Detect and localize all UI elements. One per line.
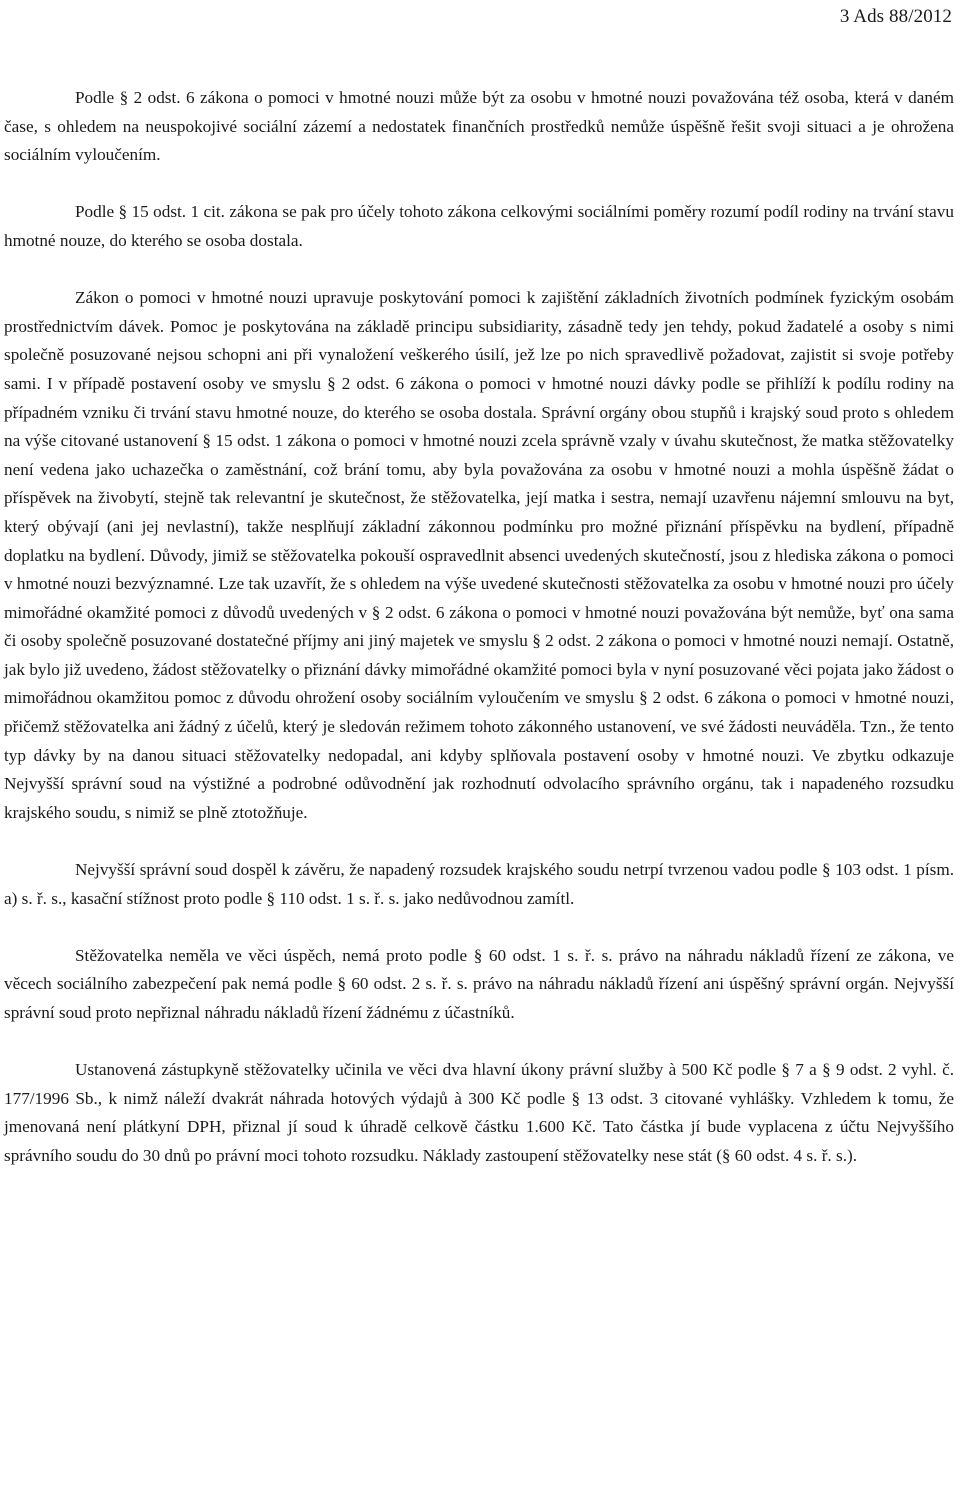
paragraph-1: Podle § 2 odst. 6 zákona o pomoci v hmotné nouzi může být za osobu v hmotné nouzi považována též osoba, která v daném čase, s ohledem na neuspokojivé sociální zázemí a nedostatek finančních prostředků nemůže úspěšně řešit svoji situaci a je ohrožena sociálním vyloučením. [4, 88, 954, 165]
case-number: 3 Ads 88/2012 [839, 6, 952, 27]
paragraph-3: Zákon o pomoci v hmotné nouzi upravuje poskytování pomoci k zajištění základních životních podmínek fyzickým osobám prostřednictvím dávek. Pomoc je poskytována na základě principu subsidiarity, zásadně tedy jen tehdy, pokud žadatelé a osoby s nimi společně posuzované nejsou schopni ani při vynaložení veškerého úsilí, jež lze po nich spravedlivě požadovat, zajistit si svoje potřeby sami. I v případě postavení osoby ve smyslu § 2 odst. 6 zákona o pomoci v hmotné nouzi dávky podle se přihlíží k podílu rodiny na případném vzniku či trvání stavu hmotné nouze, do kterého se osoba dostala. Správní orgány obou stupňů i krajský soud proto s ohledem na výše citované ustanovení § 15 odst. 1 zákona o pomoci v hmotné nouzi zcela správně vzaly v úvahu skutečnost, že matka stěžovatelky není vedena jako uchazečka o zaměstnání, což brání tomu, aby byla považována za osobu v hmotné nouzi a mohla úspěšně žádat o příspěvek na živobytí, stejně tak relevantní je skutečnost, že stěžovatelka, její matka i sestra, nemají uzavřenu nájemní smlouvu na byt, který obývají (ani jej nevlastní), takže nesplňují základní zákonnou podmínku pro možné přiznání příspěvku na bydlení, případně doplatku na bydlení. Důvody, jimiž se stěžovatelka pokouší ospravedlnit absenci uvedených skutečností, jsou z hlediska zákona o pomoci v hmotné nouzi bezvýznamné. Lze tak uzavřít, že s ohledem na výše uvedené skutečnosti stěžovatelka za osobu v hmotné nouzi pro účely mimořádné okamžité pomoci z důvodů uvedených v § 2 odst. 6 zákona o pomoci v hmotné nouzi považována být nemůže, byť ona sama či osoby společně posuzované dostatečné příjmy ani jiný majetek ve smyslu § 2 odst. 2 zákona o pomoci v hmotné nouzi nemají. Ostatně, jak bylo již uvedeno, žádost stěžovatelky o přiznání dávky mimořádné okamžité pomoci byla v nyní posuzované věci pojata jako žádost o mimořádnou okamžitou pomoc z důvodu ohrožení osoby sociálním vyloučením ve smyslu § 2 odst. 6 zákona o pomoci v hmotné nouzi, přičemž stěžovatelka ani žádný z účelů, který je sledován režimem tohoto zákonného ustanovení, ve své žádosti neuváděla. Tzn., že tento typ dávky by na danou situaci stěžovatelky nedopadal, ani kdyby splňovala postavení osoby v hmotné nouzi. Ve zbytku odkazuje Nejvyšší správní soud na výstižné a podrobné odůvodnění jak rozhodnutí odvolacího správního orgánu, tak i napadeného rozsudku krajského soudu, s nimiž se plně ztotožňuje. [4, 288, 954, 822]
document-body [4, 84, 954, 1171]
paragraph-6: Ustanovená zástupkyně stěžovatelky učinila ve věci dva hlavní úkony právní služby à 500 Kč podle § 7 a § 9 odst. 2 vyhl. č. 177/1996 Sb., k nimž náleží dvakrát náhrada hotových výdajů à 300 Kč podle § 13 odst. 3 citované vyhlášky. Vzhledem k tomu, že jmenovaná není plátkyní DPH, přiznal jí soud k úhradě celkově částku 1.600 Kč. Tato částka jí bude vyplacena z účtu Nejvyššího správního soudu do 30 dnů po právní moci tohoto rozsudku. Náklady zastoupení stěžovatelky nese stát (§ 60 odst. 4 s. ř. s.). [4, 1060, 954, 1165]
paragraph-4: Nejvyšší správní soud dospěl k závěru, že napadený rozsudek krajského soudu netrpí tvrzenou vadou podle § 103 odst. 1 písm. a) s. ř. s., kasační stížnost proto podle § 110 odst. 1 s. ř. s. jako nedůvodnou zamítl. [4, 860, 954, 908]
paragraph-2: Podle § 15 odst. 1 cit. zákona se pak pro účely tohoto zákona celkovými sociálními poměry rozumí podíl rodiny na trvání stavu hmotné nouze, do kterého se osoba dostala. [4, 202, 954, 250]
paragraph-5: Stěžovatelka neměla ve věci úspěch, nemá proto podle § 60 odst. 1 s. ř. s. právo na náhradu nákladů řízení ze zákona, ve věcech sociálního zabezpečení pak nemá podle § 60 odst. 2 s. ř. s. právo na náhradu nákladů řízení ani úspěšný správní orgán. Nejvyšší správní soud proto nepřiznal náhradu nákladů řízení žádnému z účastníků. [4, 945, 954, 1022]
